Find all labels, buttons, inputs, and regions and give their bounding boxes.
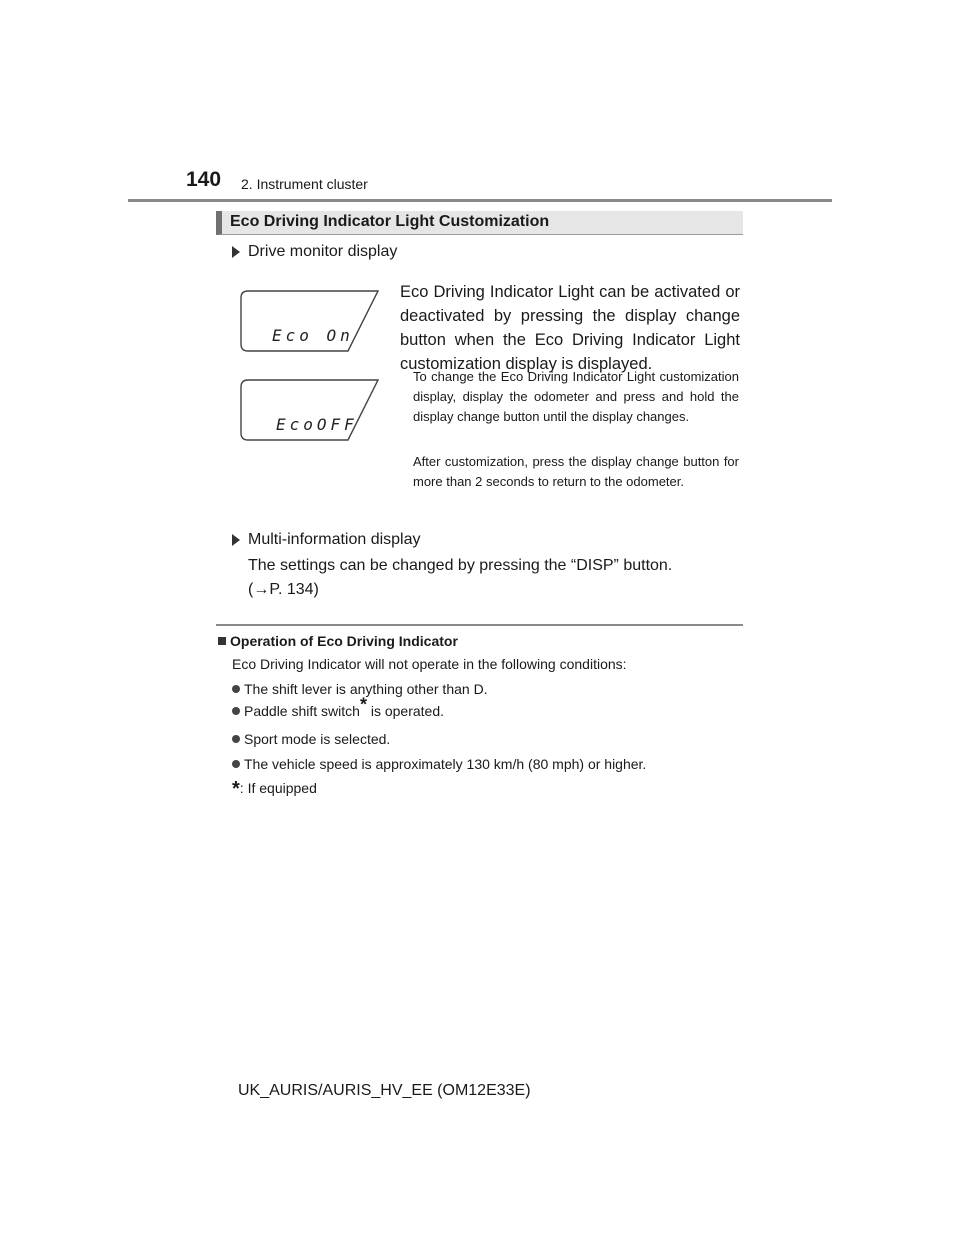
chapter-title: 2. Instrument cluster [241, 176, 368, 192]
triangle-bullet-icon [232, 534, 240, 546]
footnote-marker: * [359, 694, 367, 715]
list-item [232, 756, 646, 772]
page-number: 140 [186, 168, 222, 191]
notes-title [218, 633, 458, 649]
customization-instructions: To change the Eco Driving Indicator Light customization display, display the odometer and press and hold the display change button until the display changes. [413, 369, 739, 424]
section-title: Eco Driving Indicator Light Customization [230, 213, 550, 230]
notes-divider [216, 624, 743, 626]
multi-info-heading-text: Multi-information display [248, 531, 421, 548]
eco-off-text: EcoOFF [276, 415, 358, 434]
bullet-dot-icon [232, 707, 240, 715]
list-item-text: Sport mode is selected. [244, 731, 391, 747]
bullet-dot-icon [232, 735, 240, 743]
list-item [232, 731, 390, 747]
footnote-marker: * [232, 778, 240, 800]
bullet-dot-icon [232, 685, 240, 693]
eco-on-text: Eco On [272, 326, 354, 345]
drive-monitor-heading [232, 243, 397, 261]
notes-intro: Eco Driving Indicator will not operate in the following conditions: [232, 656, 627, 672]
list-item [232, 694, 445, 719]
list-item-text: The vehicle speed is approximately 130 km/h (80 mph) or higher. [244, 756, 647, 772]
footnote-text: : If equipped [239, 780, 317, 796]
eco-on-display-illustration [240, 290, 380, 352]
document-code: UK_AURIS/AURIS_HV_EE (OM12E33E) [238, 1082, 531, 1099]
notes-title-text: Operation of Eco Driving Indicator [230, 633, 458, 649]
bullet-dot-icon [232, 760, 240, 768]
square-bullet-icon [218, 637, 226, 645]
eco-off-display-illustration [240, 379, 380, 441]
page-reference-link[interactable]: (→P. 134) [248, 581, 319, 598]
multi-info-heading [232, 531, 421, 549]
list-item-text: The shift lever is anything other than D. [244, 681, 488, 697]
list-item-text-suffix: is operated. [366, 703, 445, 719]
multi-info-text: The settings can be changed by pressing the “DISP” button. [248, 557, 673, 574]
footnote [232, 778, 317, 801]
list-item-text: Paddle shift switch [244, 703, 360, 719]
drive-monitor-heading-text: Drive monitor display [248, 243, 398, 260]
drive-monitor-description: Eco Driving Indicator Light can be activated or deactivated by pressing the display change button when the Eco Driving Indicator Light customization display is displayed. [400, 283, 740, 373]
return-instructions: After customization, press the display change button for more than 2 seconds to return to the odometer. [413, 454, 739, 489]
triangle-bullet-icon [232, 246, 240, 258]
header-divider [128, 199, 832, 202]
